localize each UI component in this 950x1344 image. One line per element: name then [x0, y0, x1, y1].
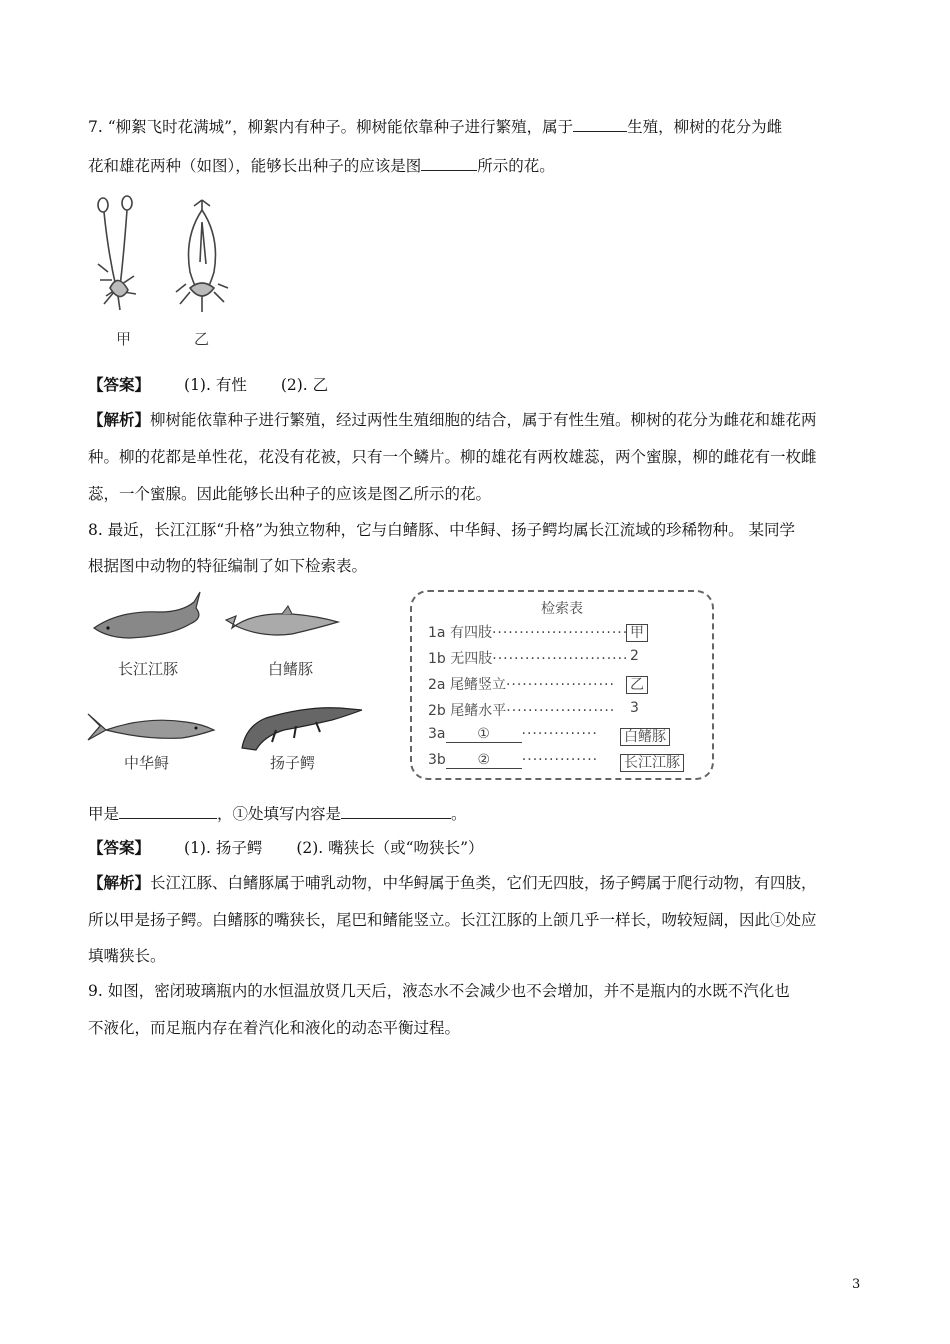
q8-analysis-line-3: 填嘴狭长。 — [88, 947, 166, 965]
page-number: 3 — [852, 1277, 861, 1292]
key-code: 2a — [428, 677, 446, 693]
answer-tag: 【答案】 — [88, 838, 151, 857]
q7-text: 所示的花。 — [477, 157, 555, 175]
key-text: 有四肢 — [449, 625, 492, 641]
key-row: 3b ② ·············· — [428, 752, 599, 768]
key-result-text: 甲 — [626, 624, 648, 642]
key-blank-1: ① — [446, 726, 522, 743]
q8-analysis-line-1 — [88, 873, 817, 893]
animal-label-alligator: 扬子鳄 — [270, 754, 316, 772]
q7-analysis-line-2: 种。柳的花都是单性花，花没有花被，只有一个鳞片。柳的雄花有两枚雄蕊，两个蜜腺，柳的雌花有一枚雌 — [88, 448, 817, 466]
key-row: 2b 尾鳍水平···················· — [428, 703, 616, 719]
key-text: 尾鳍水平 — [450, 703, 507, 719]
key-row: 2a 尾鳍竖立···················· — [428, 677, 615, 693]
q8-text: 。 — [451, 805, 467, 823]
figure-label-jia: 甲 — [116, 330, 132, 348]
key-blank-2: ② — [446, 752, 522, 769]
key-result-text: 长江江豚 — [620, 754, 684, 772]
key-code: 3b — [428, 752, 446, 768]
female-flower-drawing — [176, 200, 228, 312]
q9-line-2: 不液化，而足瓶内存在着汽化和液化的动态平衡过程。 — [88, 1019, 461, 1037]
willow-flowers-figure — [90, 192, 230, 322]
key-result — [620, 752, 684, 772]
q9-line-1: 9. 如图，密闭玻璃瓶内的水恒温放贤几天后，液态水不会减少也不会增加，并不是瓶内的水既不汽化也 — [88, 982, 790, 1000]
chinese-sturgeon-drawing — [86, 708, 216, 748]
q7-answer — [88, 375, 328, 395]
key-row: 1a 有四肢························· — [428, 625, 629, 641]
answer-tag: 【答案】 — [88, 375, 151, 394]
answer-item: (1). 扬子鳄 — [184, 839, 263, 857]
animal-label-sturgeon: 中华鲟 — [124, 754, 170, 772]
q8-line-1: 8. 最近，长江江豚“升格”为独立物种，它与白鳍豚、中华鲟、扬子鳄均属长江流域的珍稀物种。 某同学 — [88, 521, 795, 539]
q7-text: 7. “柳絮飞时花满城”，柳絮内有种子。柳树能依靠种子进行繁殖，属于 — [88, 118, 574, 136]
animal-label-finless-porpoise: 长江江豚 — [118, 660, 179, 678]
answer-item: (1). 有性 — [184, 376, 247, 394]
q7-analysis-line-3: 蕊，一个蜜腺。因此能够长出种子的应该是图乙所示的花。 — [88, 485, 492, 503]
key-title: 检索表 — [541, 601, 583, 617]
figure-label-yi: 乙 — [194, 330, 210, 348]
q8-analysis-line-2: 所以甲是扬子鳄。白鳍豚的嘴狭长，尾巴和鳍能竖立。长江江豚的上颌几乎一样长，吻较短阔，因此①处应 — [88, 911, 817, 929]
key-row: 3a ① ·············· — [428, 726, 598, 742]
q7-line-1 — [88, 117, 782, 137]
analysis-tag: 【解析】 — [88, 410, 151, 429]
key-result — [620, 726, 670, 746]
key-text: 无四肢 — [450, 651, 493, 667]
q7-text: 花和雄花两种（如图），能够长出种子的应该是图 — [88, 157, 422, 175]
key-result: 3 — [630, 700, 639, 716]
key-text: 尾鳍竖立 — [449, 677, 506, 693]
key-result — [626, 674, 648, 694]
analysis-text: 柳树能依靠种子进行繁殖，经过两性生殖细胞的结合，属于有性生殖。柳树的花分为雌花和雄花两 — [150, 411, 817, 429]
q7-blank-2 — [421, 156, 477, 171]
baiji-drawing — [222, 598, 342, 648]
q7-analysis-line-1 — [88, 410, 817, 430]
key-code: 2b — [428, 703, 446, 719]
alligator-drawing — [236, 700, 366, 756]
dichotomous-key — [410, 590, 714, 780]
key-result-text: 白鳍豚 — [620, 728, 670, 746]
q8-blank-1 — [119, 804, 217, 819]
q7-line-2 — [88, 156, 555, 176]
key-code: 3a — [428, 726, 446, 742]
q7-text: 生殖，柳树的花分为雌 — [627, 118, 783, 136]
key-result: 2 — [630, 648, 639, 664]
animal-label-baiji: 白鳍豚 — [268, 660, 314, 678]
q8-blank-2 — [341, 804, 451, 819]
finless-porpoise-drawing — [90, 588, 210, 648]
q8-text: ，①处填写内容是 — [217, 805, 342, 823]
key-result-text: 乙 — [626, 676, 648, 694]
key-result — [626, 622, 648, 642]
key-code: 1b — [428, 651, 446, 667]
q8-answer — [88, 838, 484, 858]
analysis-text: 长江江豚、白鳍豚属于哺乳动物，中华鲟属于鱼类，它们无四肢，扬子鳄属于爬行动物，有四肢， — [150, 874, 817, 892]
analysis-tag: 【解析】 — [88, 873, 151, 892]
q8-fill-line — [88, 804, 467, 824]
answer-item: (2). 嘴狭长（或“吻狭长”） — [296, 839, 484, 857]
male-flower-drawing — [98, 196, 136, 310]
key-code: 1a — [428, 625, 446, 641]
key-row: 1b 无四肢························· — [428, 651, 629, 667]
q7-blank-1 — [573, 117, 627, 132]
q8-text: 甲是 — [88, 805, 120, 823]
q8-line-2: 根据图中动物的特征编制了如下检索表。 — [88, 557, 368, 575]
answer-item: (2). 乙 — [280, 376, 329, 394]
